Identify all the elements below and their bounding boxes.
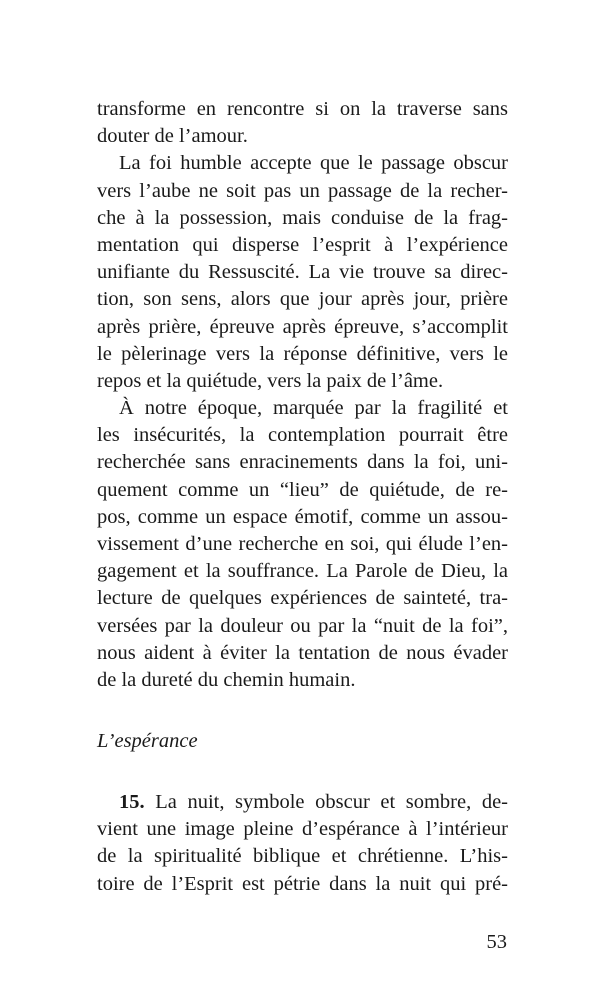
paragraph-first-line-text: La nuit, symbole obscur et sombre, de- (144, 791, 508, 813)
paragraph-number: 15. (119, 791, 145, 813)
paragraph-line: quement comme un “lieu” de quiétude, de re- (97, 478, 508, 501)
paragraph-line: le pèlerinage vers la réponse définitive, vers le (97, 342, 508, 365)
paragraph-line: La foi humble accepte que le passage obscur (119, 152, 508, 175)
paragraph-line: transforme en rencontre si on la traverse sans (97, 98, 508, 120)
paragraph-line: unifiante du Ressuscité. La vie trouve sa direc- (97, 261, 508, 284)
paragraph-line: gagement et la souffrance. La Parole de Dieu, la (97, 560, 508, 583)
paragraph-line (97, 789, 508, 816)
paragraph-line: vissement d’une recherche en soi, qui élude l’en- (97, 533, 508, 555)
paragraph-line: vient une image pleine d’espérance à l’intérieur (97, 818, 508, 841)
paragraph-line: mentation qui disperse l’esprit à l’expérience (97, 233, 508, 256)
paragraph-line: de la dureté du chemin humain. (97, 668, 356, 691)
paragraph-line: nous aident à éviter la tentation de nous évader (97, 641, 508, 664)
section-paragraph (97, 789, 508, 898)
paragraph-line: À notre époque, marquée par la fragilité et (119, 397, 508, 420)
paragraph-line: che à la possession, mais conduise de la frag- (97, 206, 508, 229)
paragraph-line: de la spiritualité biblique et chrétienne. L’his- (97, 845, 508, 868)
section-heading: L’espérance (97, 730, 198, 752)
page-number: 53 (486, 931, 507, 953)
body-text (97, 96, 508, 694)
paragraph-line: recherchée sans enracinements dans la foi, uni- (97, 451, 508, 474)
paragraph-line: toire de l’Esprit est pétrie dans la nuit qui pré- (97, 872, 508, 895)
paragraph-line: vers l’aube ne soit pas un passage de la recher- (97, 179, 508, 202)
paragraph-line: pos, comme un espace émotif, comme un assou- (97, 505, 508, 528)
paragraph-line: douter de l’amour. (97, 125, 248, 148)
paragraph-line: après prière, épreuve après épreuve, s’accomplit (97, 315, 508, 338)
paragraph-line: tion, son sens, alors que jour après jour, prière (97, 288, 508, 311)
paragraph-line: repos et la quiétude, vers la paix de l’âme. (97, 369, 444, 392)
paragraph-line: versées par la douleur ou par la “nuit de la foi”, (97, 614, 508, 637)
paragraph-line: les insécurités, la contemplation pourrait être (97, 424, 508, 447)
paragraph-line: lecture de quelques expériences de sainteté, tra- (97, 587, 508, 610)
